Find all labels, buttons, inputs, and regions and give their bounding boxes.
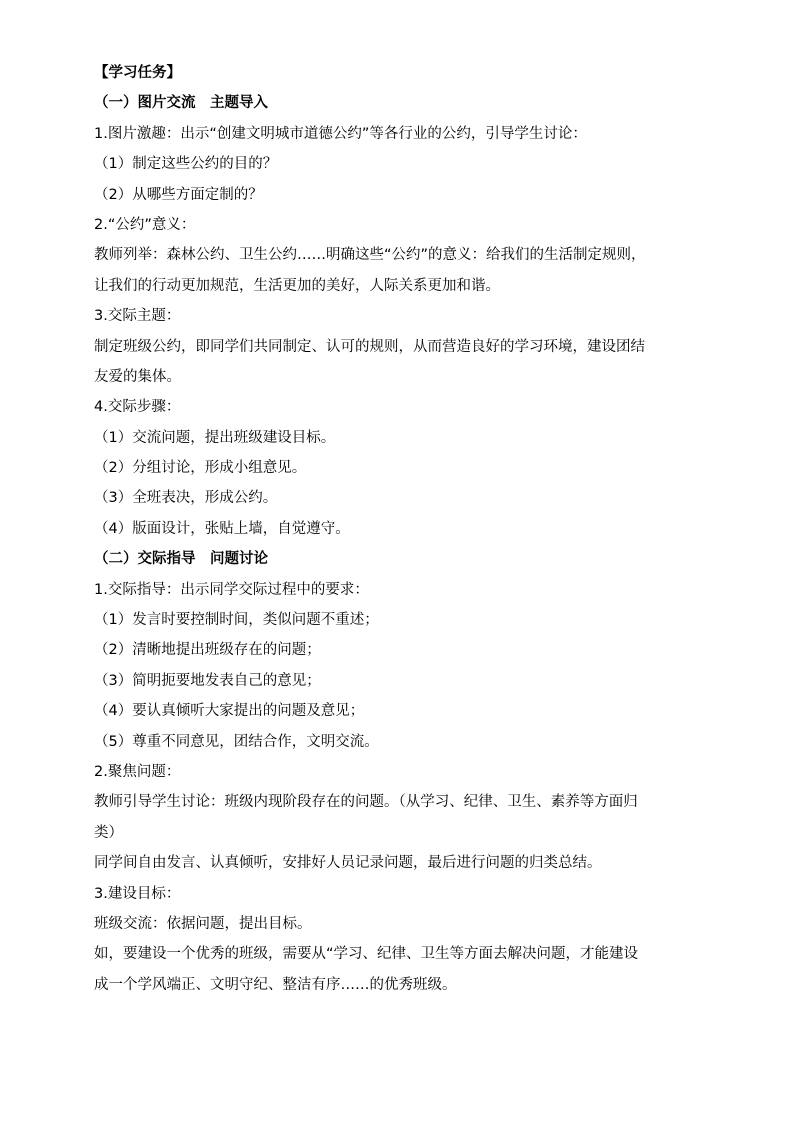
list-item: （2）从哪些方面定制的？ [94,186,263,203]
paragraph-line: 教师引导学生讨论：班级内现阶段存在的问题。（从学习、纪律、卫生、素养等方面归 [94,794,638,811]
paragraph-line: 4.交际步骤： [94,399,181,416]
paragraph-line: 让我们的行动更加规范，生活更加的美好，人际关系更加和谐。 [94,277,500,294]
list-item: （3）简明扼要地发表自己的意见； [94,672,321,689]
paragraph-line: 3.建设目标： [94,885,181,902]
paragraph-line: 同学间自由发言、认真倾听，安排好人员记录问题，最后进行问题的归类总结。 [94,855,602,872]
list-item: （1）交流问题，提出班级建设目标。 [94,429,336,446]
list-item: （1）发言时要控制时间，类似问题不重述； [94,612,379,629]
paragraph-line: 类） [94,824,123,841]
paragraph-line: 友爱的集体。 [94,368,181,385]
paragraph-line: 2.“公约”意义： [94,216,196,233]
paragraph-line: 3.交际主题： [94,308,181,325]
paragraph-line: 如，要建设一个优秀的班级，需要从“学习、纪律、卫生等方面去解决问题，才能建设 [94,946,639,963]
list-item: （1）制定这些公约的目的？ [94,156,278,173]
paragraph-line: 成一个学风端正、文明守纪、整洁有序……的优秀班级。 [94,976,457,993]
paragraph-line: 1.图片激趣：出示“创建文明城市道德公约”等各行业的公约，引导学生讨论： [94,125,587,142]
paragraph-line: 制定班级公约，即同学们共同制定、认可的规则，从而营造良好的学习环境，建设团结 [94,338,645,355]
list-item: （4）版面设计，张贴上墙，自觉遵守。 [94,520,350,537]
document-body [94,58,704,1000]
list-item: （2）清晰地提出班级存在的问题； [94,642,321,659]
paragraph-line: 班级交流：依据问题，提出目标。 [94,915,312,932]
list-item: （4）要认真倾听大家提出的问题及意见； [94,703,365,720]
list-item: （3）全班表决，形成公约。 [94,490,278,507]
paragraph-line: 教师列举：森林公约、卫生公约……明确这些“公约”的意义：给我们的生活制定规则， [94,247,646,264]
subsection-heading-communication-guidance: （二）交际指导 问题讨论 [94,551,268,568]
subsection-heading-picture-exchange: （一）图片交流 主题导入 [94,95,268,112]
paragraph-line: 2.聚焦问题： [94,763,181,780]
list-item: （2）分组讨论，形成小组意见。 [94,460,307,477]
section-heading-learning-tasks: 【学习任务】 [94,65,181,81]
paragraph-line: 1.交际指导：出示同学交际过程中的要求： [94,581,369,598]
list-item: （5）尊重不同意见，团结合作，文明交流。 [94,733,379,750]
